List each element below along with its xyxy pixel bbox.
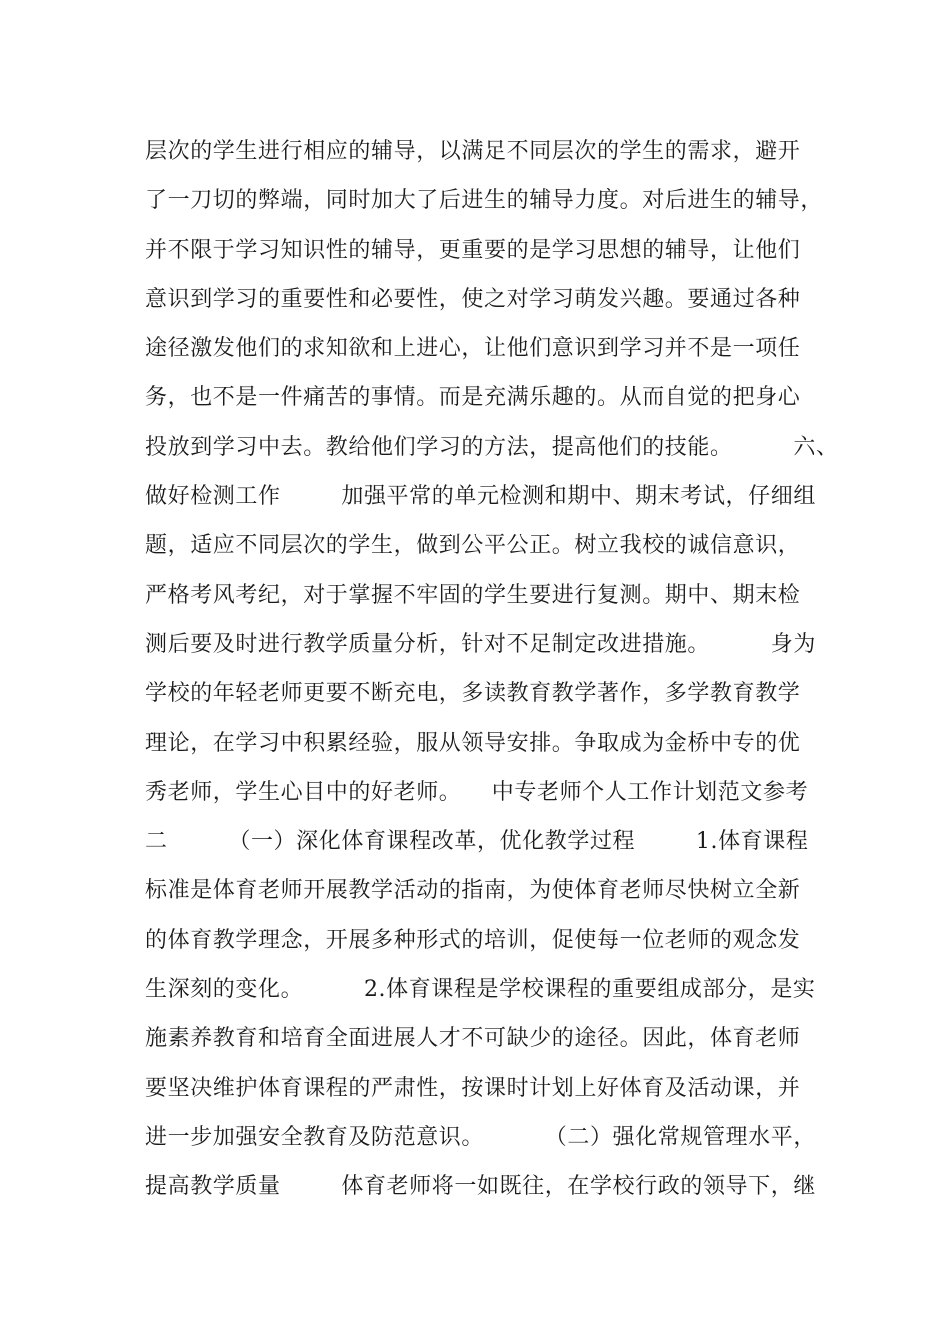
text-line: 测后要及时进行教学质量分析，针对不足制定改进措施。 身为 [145, 631, 816, 657]
text-line: 并不限于学习知识性的辅导，更重要的是学习思想的辅导，让他们 [145, 237, 801, 263]
text-line: 提高教学质量 体育老师将一如既往，在学校行政的领导下，继 [145, 1174, 816, 1200]
text-line: 途径激发他们的求知欲和上进心，让他们意识到学习并不是一项任 [145, 336, 801, 362]
text-line: 理论，在学习中积累经验，服从领导安排。争取成为金桥中专的优 [145, 730, 801, 756]
text-line: 学校的年轻老师更要不断充电，多读教育教学著作，多学教育教学 [145, 681, 801, 707]
text-line: 生深刻的变化。 2.体育课程是学校课程的重要组成部分，是实 [145, 977, 816, 1003]
body-text [145, 132, 845, 1217]
text-line: 的体育教学理念，开展多种形式的培训，促使每一位老师的观念发 [145, 927, 801, 953]
text-line: 施素养教育和培育全面进展人才不可缺少的途径。因此，体育老师 [145, 1026, 801, 1052]
text-line: 意识到学习的重要性和必要性，使之对学习萌发兴趣。要通过各种 [145, 286, 801, 312]
text-line: 做好检测工作 加强平常的单元检测和期中、期末考试，仔细组 [145, 484, 816, 510]
text-line: 二 （一）深化体育课程改革，优化教学过程 1.体育课程 [145, 829, 809, 855]
text-line: 标准是体育老师开展教学活动的指南，为使体育老师尽快树立全新 [145, 878, 801, 904]
text-line: 投放到学习中去。教给他们学习的方法，提高他们的技能。 六、 [145, 434, 839, 460]
text-line: 了一刀切的弊端，同时加大了后进生的辅导力度。对后进生的辅导， [145, 188, 824, 214]
text-line: 务，也不是一件痛苦的事情。而是充满乐趣的。从而自觉的把身心 [145, 385, 801, 411]
text-line: 进一步加强安全教育及防范意识。 （二）强化常规管理水平， [145, 1124, 816, 1150]
text-line: 层次的学生进行相应的辅导，以满足不同层次的学生的需求，避开 [145, 139, 801, 164]
text-line: 严格考风考纪，对于掌握不牢固的学生要进行复测。期中、期末检 [145, 582, 801, 608]
text-line: 题，适应不同层次的学生，做到公平公正。树立我校的诚信意识， [145, 533, 801, 559]
text-line: 秀老师，学生心目中的好老师。 中专老师个人工作计划范文参考 [145, 779, 809, 805]
text-line: 要坚决维护体育课程的严肃性，按课时计划上好体育及活动课，并 [145, 1075, 801, 1101]
